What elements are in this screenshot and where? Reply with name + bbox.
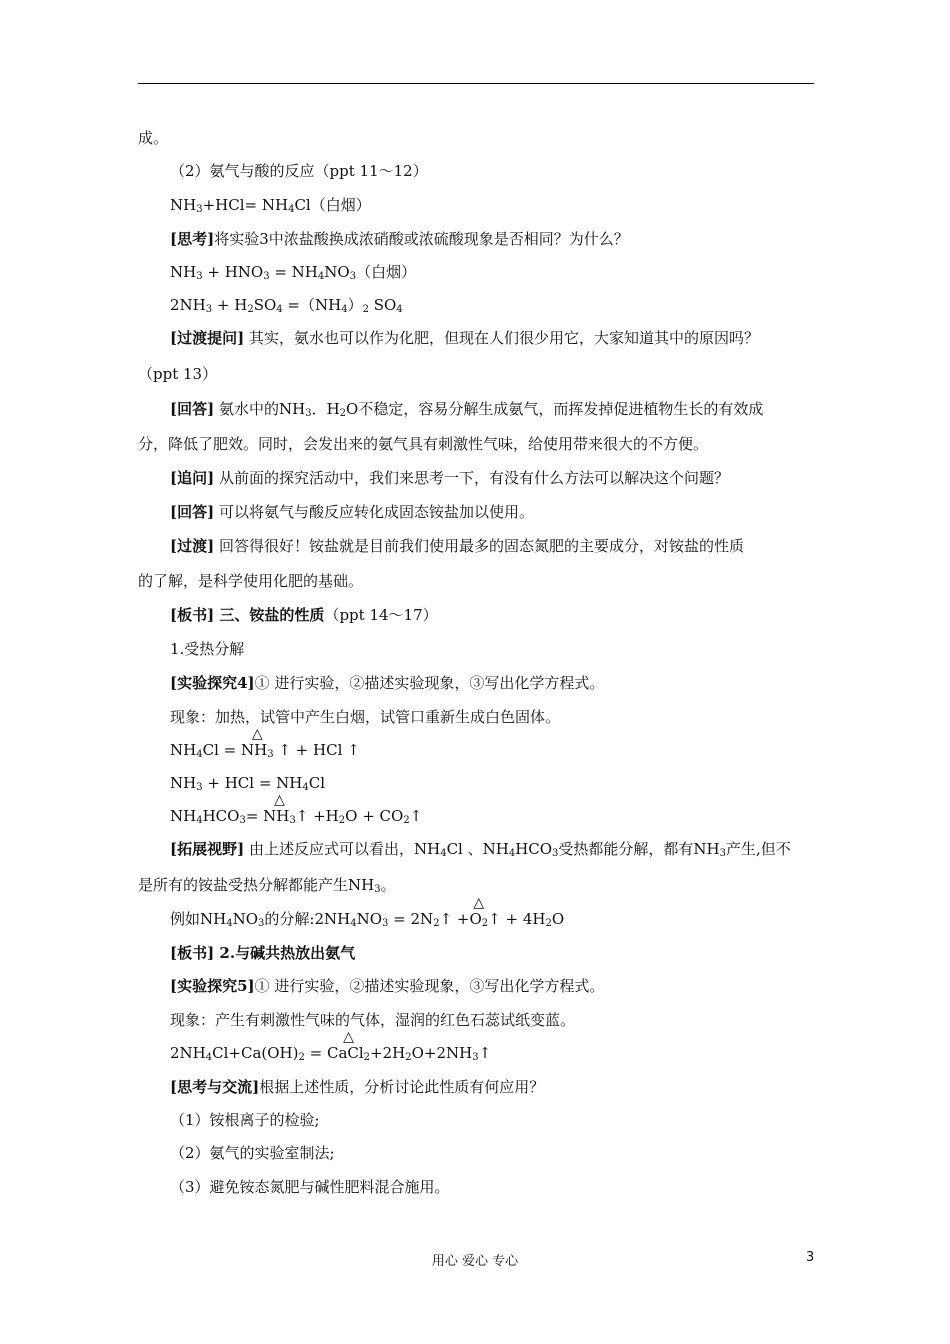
page-footer: 用心 爱心 专心	[431, 1254, 519, 1269]
equation: $2NH_4Cl+Ca(OH)_2$ = △ $CaCl_2+2H_2O+2NH_3↑$	[170, 1029, 492, 1063]
text-line: 1.受热分解	[170, 640, 245, 658]
text-line: 是所有的铵盐受热分解都能产生$NH_3$。	[138, 876, 396, 895]
text-line: 现象：产生有刺激性气味的气体，湿润的红色石蕊试纸变蓝。	[170, 1011, 576, 1029]
text-line: （ppt 13）	[138, 365, 218, 383]
list-item: （3）避免铵态氮肥与碱性肥料混合施用。	[170, 1178, 450, 1196]
text-line: （2）氨气与酸的反应（ppt 11～12）	[170, 162, 428, 180]
heat-triangle-icon: △	[343, 1029, 354, 1045]
section-tag: [思考]	[170, 230, 215, 248]
heat-triangle-icon: △	[473, 895, 485, 911]
text-line: [回答] 可以将氨气与酸反应转化成固态铵盐加以使用。	[170, 503, 534, 521]
text-line: [实验探究4]① 进行实验，②描述实验现象，③写出化学方程式。	[170, 674, 605, 692]
text-line: [追问] 从前面的探究活动中，我们来思考一下，有没有什么方法可以解决这个问题？	[170, 469, 729, 487]
text-line: [过渡提问] 其实，氨水也可以作为化肥，但现在人们很少用它，大家知道其中的原因吗？	[170, 329, 759, 347]
heat-triangle-icon: △	[251, 726, 263, 742]
section-tag: [实验探究4]	[170, 674, 255, 692]
equation: $NH_4Cl$ = △ $NH_3$ ↑ + HCl ↑	[170, 726, 360, 760]
text-line: 现象：加热，试管中产生白烟，试管口重新生成白色固体。	[170, 708, 561, 726]
text-line: [板书] 三、铵盐的性质（ppt 14～17）	[170, 606, 438, 624]
heat-triangle-icon: △	[274, 792, 285, 808]
text-line: [板书] 2.与碱共热放出氨气	[170, 944, 356, 962]
section-tag: [板书]	[170, 606, 215, 624]
equation: 例如$NH_4NO_3$的分解$:2NH_4NO_3$ = $2N_2↑$ + △ $O_2↑ + 4H_2O$	[170, 895, 565, 929]
section-tag: [板书]	[170, 944, 215, 962]
equation: $2NH_3 + H_2SO_4 =(NH_4)_2$ $SO_4$	[170, 296, 403, 315]
header-rule	[138, 83, 814, 84]
text-line: [思考与交流]根据上述性质，分析讨论此性质有何应用？	[170, 1078, 545, 1096]
equation: $NH_3 + HNO_3 = NH_4NO_3$（白烟）	[170, 263, 417, 282]
section-tag: [过渡]	[170, 537, 215, 555]
text-line: 的了解，是科学使用化肥的基础。	[138, 572, 364, 590]
text-line: [回答] 氨水中的$NH_3$．$H_2O$不稳定，容易分解生成氨气，而挥发掉促进植物生长的有效成	[170, 400, 764, 419]
section-tag: [回答]	[170, 503, 215, 521]
text-line: [思考]将实验3中浓盐酸换成浓硝酸或浓硫酸现象是否相同？为什么？	[170, 230, 629, 248]
equation: $NH_3$ + HCl = $NH_4Cl$	[170, 774, 326, 793]
equation: $NH_3+HCl= NH_4Cl$（白烟）	[170, 196, 371, 215]
section-tag: [追问]	[170, 469, 215, 487]
section-tag: [回答]	[170, 400, 215, 418]
text-line: [拓展视野] 由上述反应式可以看出，$NH_4Cl$ 、$NH_4HCO_3$受热都能分解，都有$NH_3$产生,但不	[170, 840, 791, 859]
section-tag: [过渡提问]	[170, 329, 245, 347]
text-line: 成。	[138, 129, 169, 147]
text-line: [实验探究5]① 进行实验，②描述实验现象，③写出化学方程式。	[170, 977, 605, 995]
text-line: [过渡] 回答得很好！铵盐就是目前我们使用最多的固态氮肥的主要成分，对铵盐的性质	[170, 537, 744, 555]
list-item: （1）铵根离子的检验;	[170, 1111, 320, 1129]
list-item: （2）氨气的实验室制法;	[170, 1144, 335, 1162]
equation: $NH_4HCO_3=$ △ $NH_3↑ +H_2O$ + $CO_2↑$	[170, 792, 423, 826]
section-tag: [思考与交流]	[170, 1078, 260, 1096]
page-number: 3	[806, 1250, 815, 1265]
section-tag: [实验探究5]	[170, 977, 255, 995]
section-tag: [拓展视野]	[170, 840, 245, 858]
text-line: 分，降低了肥效。同时，会发出来的氨气具有刺激性气味，给使用带来很大的不方便。	[138, 435, 709, 453]
